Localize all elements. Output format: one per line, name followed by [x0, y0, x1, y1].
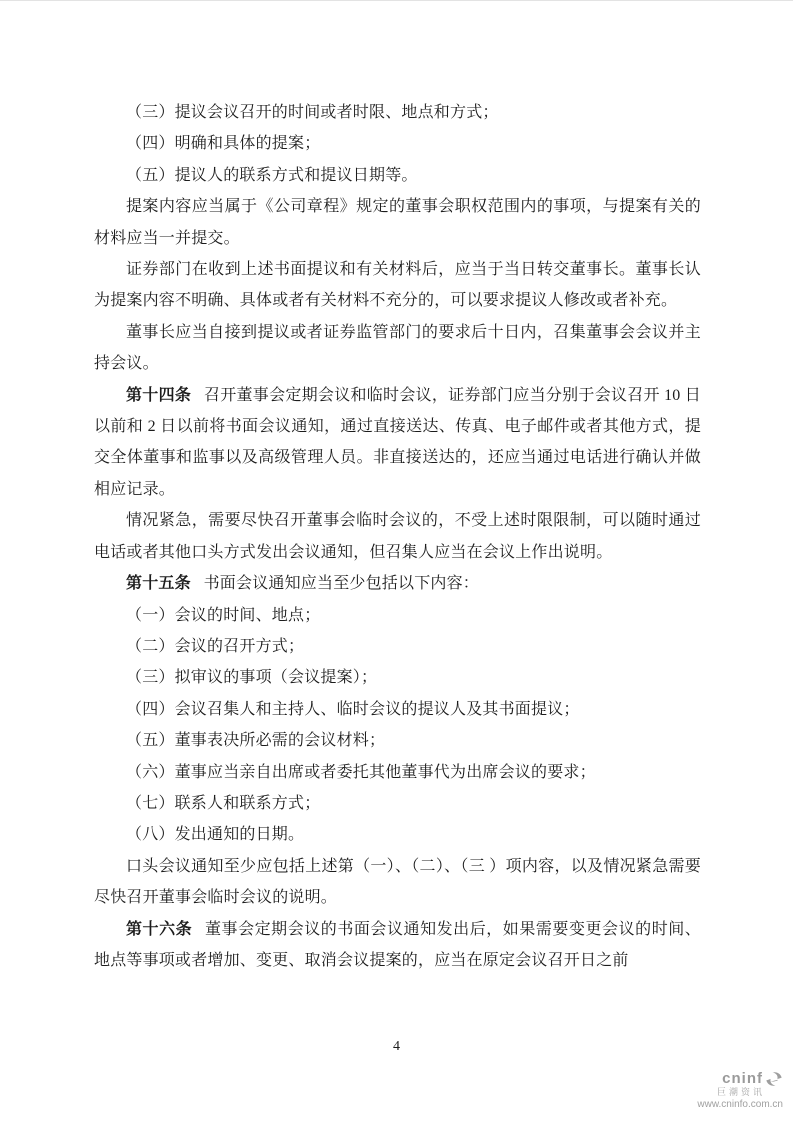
- page-number: 4: [393, 1039, 400, 1054]
- cninfo-logo: [697, 1071, 783, 1110]
- logo-website: www.cninfo.com.cn: [697, 1099, 783, 1110]
- article-number: 第十四条: [126, 386, 192, 404]
- paragraph: （八）发出通知的日期。: [126, 826, 305, 844]
- paragraph: 董事长应当自接到提议或者证券监管部门的要求后十日内，召集董事会会议并主持会议。: [94, 323, 701, 373]
- paragraph: （四）明确和具体的提案；: [126, 135, 321, 153]
- paragraph: （六）董事应当亲自出席或者委托其他董事代为出席会议的要求；: [126, 763, 596, 781]
- paragraph: （二）会议的召开方式；: [126, 637, 305, 655]
- swirl-icon: [765, 1071, 783, 1087]
- document-body: [94, 97, 701, 976]
- logo-brand-row: [697, 1071, 783, 1088]
- paragraph: （一）会议的时间、地点；: [126, 606, 321, 624]
- paragraph: 第十五条 书面会议通知应当至少包括以下内容：: [126, 575, 480, 593]
- article-number: 第十五条: [126, 575, 191, 593]
- paragraph: （五）董事表决所必需的会议材料；: [126, 732, 386, 750]
- paragraph: 第十四条 召开董事会定期会议和临时会议，证券部门应当分别于会议召开 10 日以前和 2 日以前将书面会议通知，通过直接送达、传真、电子邮件或者其他方式，提交全体董事和监事以及高级管理人员。非直接送达的，还应当通过电话进行确认并做相应记录。: [94, 386, 701, 498]
- paragraph: 口头会议通知至少应包括上述第（一）、（二）、（三 ）项内容，以及情况紧急需要尽快召开董事会临时会议的说明。: [94, 857, 701, 907]
- paragraph: 证券部门在收到上述书面提议和有关材料后，应当于当日转交董事长。董事长认为提案内容不明确、具体或者有关材料不充分的，可以要求提议人修改或者补充。: [94, 261, 701, 310]
- paragraph: （五）提议人的联系方式和提议日期等。: [126, 166, 418, 184]
- article-number: 第十六条: [126, 920, 193, 938]
- paragraph: （四）会议召集人和主持人、临时会议的提议人及其书面提议；: [126, 700, 580, 718]
- logo-brand-text: cninf: [722, 1069, 763, 1087]
- paragraph: 第十六条 董事会定期会议的书面会议通知发出后，如果需要变更会议的时间、地点等事项或者增加、变更、取消会议提案的，应当在原定会议召开日之前: [94, 920, 701, 969]
- paragraph: （三）拟审议的事项（会议提案）；: [126, 669, 378, 687]
- paragraph: 情况紧急，需要尽快召开董事会临时会议的，不受上述时限限制，可以随时通过电话或者其他口头方式发出会议通知，但召集人应当在会议上作出说明。: [94, 512, 701, 561]
- paragraph: （三）提议会议召开的时间或者时限、地点和方式；: [126, 104, 499, 121]
- paragraph: 提案内容应当属于《公司章程》规定的董事会职权范围内的事项，与提案有关的材料应当一并提交。: [94, 198, 701, 247]
- logo-chinese-name: 巨潮资讯: [716, 1087, 765, 1098]
- paragraph: （七）联系人和联系方式；: [126, 794, 321, 812]
